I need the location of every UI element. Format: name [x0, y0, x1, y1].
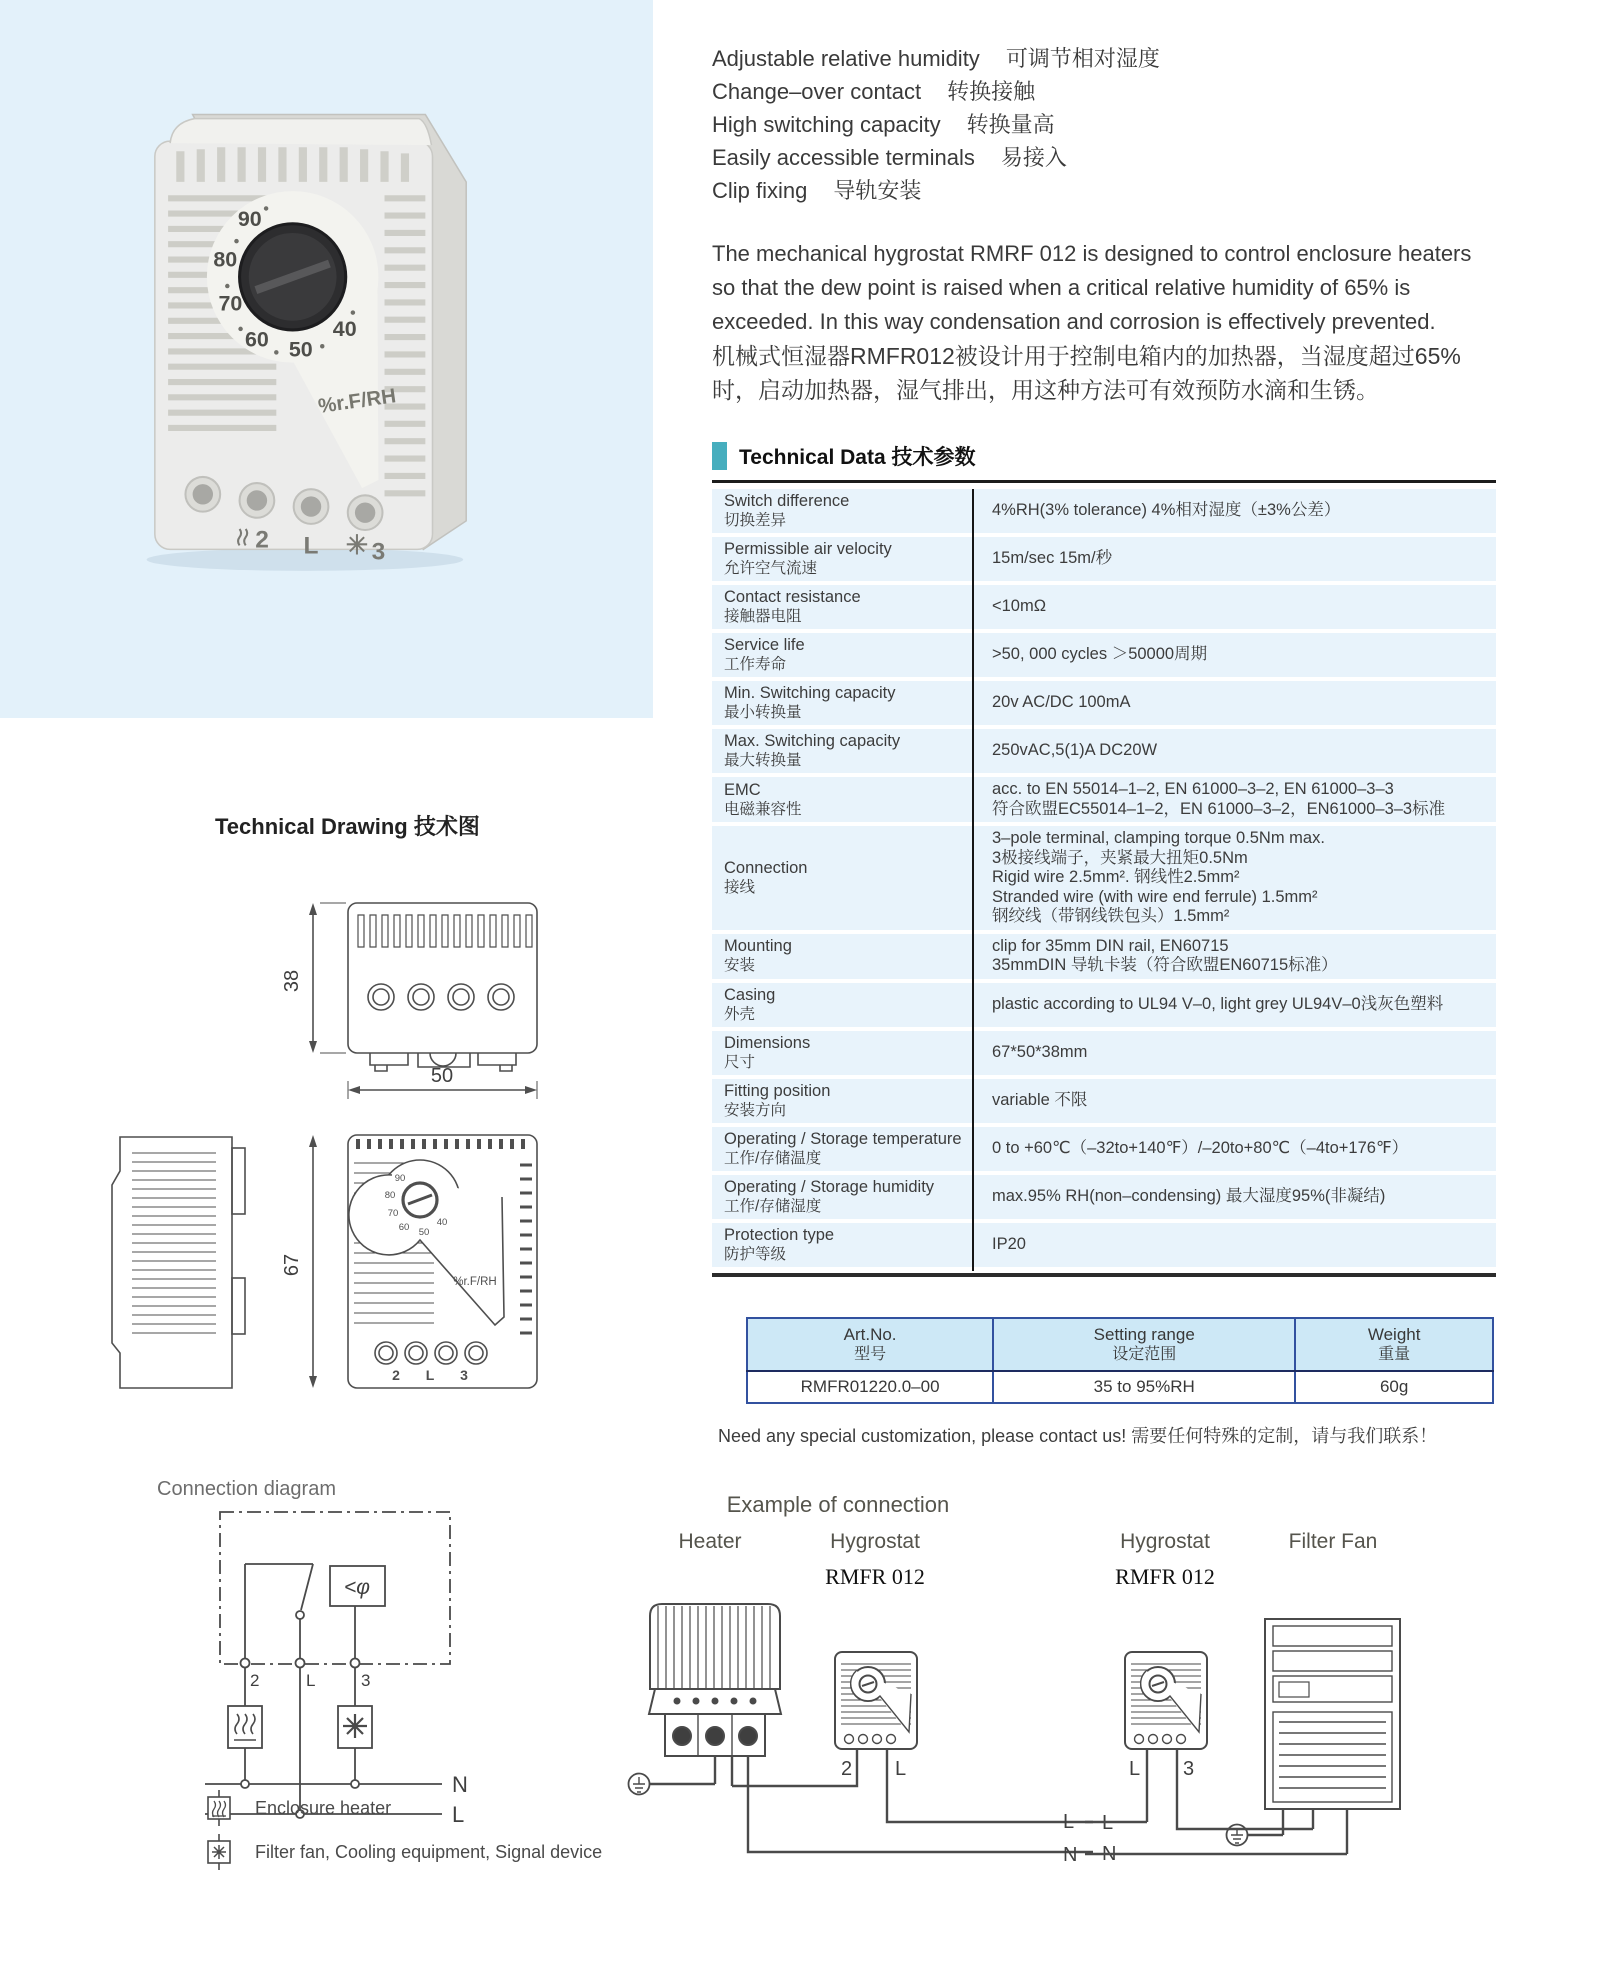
- drawing-unit-label: %r.F/RH: [453, 1276, 497, 1288]
- customization-note: Need any special customization, please contact us! 需要任何特殊的定制，请与我们联系！: [718, 1425, 1438, 1446]
- row-label-en: Connection: [724, 858, 808, 877]
- row-value-line: 35mmDIN 导轨卡装（符合欧盟EN60715标准）: [992, 956, 1338, 974]
- product-photo-panel: [0, 0, 653, 718]
- row-value-line: <10mΩ: [992, 597, 1047, 616]
- technical-data-table: [712, 489, 1496, 1277]
- row-value: [972, 777, 1496, 822]
- row-value: [972, 690, 1496, 716]
- example-title: Example of connection: [726, 1492, 950, 1517]
- header-en: Setting range: [1093, 1324, 1195, 1344]
- col-header-weight: [1295, 1318, 1493, 1371]
- row-label-en: Permissible air velocity: [724, 540, 892, 558]
- example-of-connection-section: [620, 1488, 1520, 1958]
- connection-diagram-section: [150, 1478, 620, 1958]
- table-row: [712, 729, 1496, 773]
- model-label: RMFR 012: [1115, 1564, 1215, 1589]
- row-value-line: Stranded wire (with wire end ferrule) 1.5mm²: [992, 887, 1318, 906]
- row-label-en: Casing: [724, 985, 776, 1004]
- row-label-en: Fitting position: [724, 1081, 831, 1100]
- row-label-en: Min. Switching capacity: [724, 684, 896, 702]
- row-value-line: max.95% RH(non–condensing) 最大湿度95%(非凝结): [992, 1186, 1386, 1205]
- row-label-en: Mounting: [724, 937, 792, 955]
- row-label-en: Max. Switching capacity: [724, 732, 901, 750]
- feature-zh: 转换量高: [966, 112, 1055, 137]
- table-row: [712, 585, 1496, 629]
- row-label-zh: 工作寿命: [724, 656, 787, 673]
- hygrostat-label: Hygrostat: [1120, 1530, 1210, 1553]
- row-value-line: variable 不限: [992, 1090, 1088, 1109]
- dial-60: 60: [245, 327, 269, 352]
- row-label-en: Contact resistance: [724, 588, 861, 606]
- feature-item: [712, 42, 1496, 75]
- dial-80: 80: [213, 247, 238, 272]
- row-value: [972, 1136, 1496, 1162]
- row-label-en: Service life: [724, 636, 805, 654]
- row-value: [972, 1088, 1496, 1114]
- dwg-dial-40: 40: [436, 1217, 448, 1228]
- drawing-terminal-labels: [392, 1367, 468, 1383]
- row-value: [972, 1232, 1496, 1258]
- article-table: [746, 1317, 1494, 1404]
- technical-drawing-title: Technical Drawing 技术图: [215, 814, 480, 839]
- row-label-zh: 工作/存储湿度: [724, 1197, 822, 1215]
- row-label-zh: 最小转换量: [724, 704, 802, 721]
- row-value: [972, 738, 1496, 764]
- table-row: [712, 777, 1496, 822]
- product-description: [712, 237, 1496, 407]
- row-label-en: EMC: [724, 780, 761, 799]
- row-label-en: Dimensions: [724, 1033, 811, 1052]
- row-value-line: clip for 35mm DIN rail, EN60715: [992, 936, 1229, 955]
- row-value-line: acc. to EN 55014–1–2, EN 61000–3–2, EN 61000–3–3: [992, 780, 1394, 798]
- product-photo: [120, 88, 500, 578]
- header-en: Art.No.: [843, 1324, 897, 1344]
- example-line-l: L: [1063, 1811, 1075, 1833]
- row-value-line: 4%RH(3% tolerance) 4%相对湿度（±3%公差）: [992, 501, 1341, 520]
- col-header-setting-range: [993, 1318, 1295, 1371]
- row-label-zh: 尺寸: [724, 1053, 756, 1071]
- table-row: [712, 826, 1496, 930]
- photo-unit-label: %r.F/RH: [316, 385, 398, 418]
- legend-label: Enclosure heater: [255, 1797, 392, 1818]
- weight-cell: 60g: [1295, 1371, 1493, 1403]
- row-value-line: 0 to +60℃（–32to+140℉）/–20to+80℃（–4to+176℉）: [992, 1138, 1409, 1157]
- table-row: [712, 983, 1496, 1027]
- terminal-3-label: 3: [371, 538, 386, 566]
- description-zh: 机械式恒湿器RMFR012被设计用于控制电箱内的加热器，当湿度超过65%时，启动加热器，湿气排出，用这种方法可有效预防水滴和生锈。: [712, 343, 1461, 403]
- example-left-diagram: [625, 1594, 1125, 1894]
- row-value-line: Rigid wire 2.5mm². 钢线性2.5mm²: [992, 868, 1240, 886]
- heater-label: Heater: [678, 1530, 742, 1553]
- row-label-zh: 安装: [724, 957, 756, 974]
- example-terminal-l: L: [1129, 1758, 1141, 1780]
- legend-filter-fan: [205, 1834, 602, 1870]
- row-label-zh: 允许空气流速: [724, 560, 818, 577]
- row-label-zh: 接线: [724, 878, 756, 896]
- row-value: [972, 642, 1496, 668]
- row-label-en: Protection type: [724, 1225, 835, 1244]
- row-label-zh: 接触器电阻: [724, 608, 802, 625]
- description-en: The mechanical hygrostat RMRF 012 is designed to control enclosure heaters so that the dew point is raised when a critical relative humidity of 65% is exceeded. In this way condensation and corrosion is effectively prevented.: [712, 241, 1472, 334]
- table-row: [712, 537, 1496, 581]
- dim-height-label: 67: [281, 1253, 303, 1277]
- legend-label: Filter fan, Cooling equipment, Signal device: [255, 1841, 603, 1862]
- table-row: [712, 1223, 1496, 1267]
- table-row: [712, 1127, 1496, 1171]
- example-right-diagram: [1055, 1594, 1495, 1894]
- dim-width-label: 50: [430, 1065, 454, 1087]
- row-value: [972, 546, 1496, 572]
- feature-en: High switching capacity: [712, 112, 941, 137]
- legend-enclosure-heater: [205, 1790, 391, 1826]
- terminal-2-label: 2: [255, 526, 269, 554]
- table-row: [712, 1031, 1496, 1075]
- dwg-terminal-l: L: [425, 1367, 435, 1383]
- dwg-dial-50: 50: [418, 1227, 430, 1238]
- neutral-line-label: N: [452, 1772, 468, 1797]
- row-label-zh: 电磁兼容性: [724, 800, 802, 818]
- conn-terminal-2: 2: [250, 1671, 260, 1690]
- example-line-l: L: [1102, 1812, 1114, 1834]
- connection-diagram-title: Connection diagram: [157, 1478, 336, 1500]
- setting-range-cell: 35 to 95%RH: [993, 1371, 1295, 1403]
- row-value-line: >50, 000 cycles ＞50000周期: [992, 645, 1208, 664]
- row-value-line: 3–pole terminal, clamping torque 0.5Nm max.: [992, 829, 1325, 847]
- dial-70: 70: [218, 291, 243, 316]
- feature-zh: 可调节相对湿度: [1005, 46, 1160, 71]
- row-value: [972, 826, 1496, 930]
- row-label-en: Operating / Storage humidity: [724, 1177, 935, 1196]
- header-zh: 设定范围: [1112, 1345, 1177, 1363]
- table-column-divider: [972, 489, 974, 1271]
- feature-en: Change–over contact: [712, 79, 922, 104]
- feature-item: [712, 75, 1496, 108]
- feature-list: [712, 42, 1496, 207]
- row-label-zh: 防护等级: [724, 1245, 787, 1263]
- row-value: [972, 498, 1496, 524]
- article-row: [747, 1371, 1493, 1403]
- row-value: [972, 992, 1496, 1018]
- header-en: Weight: [1367, 1324, 1421, 1344]
- col-header-artno: [747, 1318, 993, 1371]
- row-label-zh: 切换差异: [724, 512, 787, 529]
- row-value: [972, 1040, 1496, 1066]
- row-value: [972, 1184, 1496, 1210]
- example-line-n: N: [1063, 1844, 1078, 1866]
- row-label-zh: 安装方向: [724, 1101, 787, 1119]
- artno-cell: RMFR01220.0–00: [747, 1371, 993, 1403]
- right-column: [712, 42, 1496, 1448]
- enclosure-heater-icon: [205, 1790, 233, 1826]
- table-row: [712, 934, 1496, 979]
- feature-item: [712, 174, 1496, 207]
- feature-zh: 易接入: [1000, 145, 1067, 170]
- table-row: [712, 489, 1496, 533]
- technical-data-header: [712, 441, 1496, 483]
- table-row: [712, 681, 1496, 725]
- dial-40: 40: [332, 317, 357, 342]
- row-label-zh: 工作/存储温度: [724, 1149, 822, 1167]
- feature-item: [712, 141, 1496, 174]
- dwg-terminal-3: 3: [460, 1367, 468, 1383]
- filter-fan-label: Filter Fan: [1288, 1530, 1378, 1553]
- technical-drawing: [80, 885, 560, 1410]
- dim-depth-label: 38: [281, 969, 303, 993]
- model-label: RMFR 012: [825, 1564, 925, 1589]
- row-value-line: 67*50*38mm: [992, 1042, 1088, 1061]
- dial-50: 50: [288, 337, 313, 362]
- terminal-l-label: L: [303, 532, 319, 560]
- technical-data-title: Technical Data 技术参数: [739, 446, 976, 469]
- dial-90: 90: [237, 206, 262, 231]
- line-label: L: [452, 1802, 465, 1827]
- example-terminal-l: L: [895, 1758, 907, 1780]
- example-line-n: N: [1102, 1843, 1117, 1865]
- conn-terminal-3: 3: [361, 1671, 371, 1690]
- row-value-line: IP20: [992, 1234, 1026, 1253]
- row-value-line: 钢绞线（带钢线铁包头）1.5mm²: [992, 907, 1230, 925]
- dwg-dial-80: 80: [384, 1190, 396, 1201]
- dwg-terminal-2: 2: [392, 1367, 400, 1383]
- hygrostat-label: Hygrostat: [830, 1530, 920, 1553]
- row-value-line: 250vAC,5(1)A DC20W: [992, 741, 1158, 760]
- table-row: [712, 633, 1496, 677]
- humidity-sensor-symbol: <φ: [344, 1576, 370, 1599]
- example-terminal-2: 2: [841, 1758, 853, 1780]
- header-zh: 重量: [1378, 1345, 1411, 1363]
- feature-zh: 转换接触: [947, 79, 1036, 104]
- table-row: [712, 1175, 1496, 1219]
- row-value-line: 20v AC/DC 100mA: [992, 693, 1131, 712]
- row-label-zh: 外壳: [724, 1005, 756, 1023]
- row-label-en: Operating / Storage temperature: [724, 1129, 962, 1148]
- table-row: [712, 1079, 1496, 1123]
- row-value-line: 15m/sec 15m/秒: [992, 549, 1113, 568]
- row-value-line: 符合欧盟EC55014–1–2，EN 61000–3–2，EN61000–3–3标准: [992, 799, 1446, 818]
- feature-en: Easily accessible terminals: [712, 145, 975, 170]
- dwg-dial-60: 60: [398, 1222, 410, 1233]
- teal-accent-bar: [712, 442, 727, 470]
- feature-item: [712, 108, 1496, 141]
- row-value: [972, 934, 1496, 979]
- dwg-dial-70: 70: [387, 1208, 399, 1219]
- feature-en: Clip fixing: [712, 178, 808, 203]
- example-terminal-3: 3: [1183, 1758, 1195, 1780]
- row-value-line: plastic according to UL94 V–0, light grey UL94V–0浅灰色塑料: [992, 994, 1444, 1013]
- feature-zh: 导轨安装: [833, 178, 922, 203]
- row-label-en: Switch difference: [724, 492, 850, 510]
- row-value: [972, 594, 1496, 620]
- feature-en: Adjustable relative humidity: [712, 46, 980, 71]
- row-label-zh: 最大转换量: [724, 752, 802, 769]
- dwg-dial-90: 90: [394, 1173, 406, 1184]
- conn-terminal-l: L: [306, 1671, 316, 1690]
- filter-fan-icon: [205, 1834, 233, 1870]
- row-value-line: 3极接线端子，夹紧最大扭矩0.5Nm: [992, 848, 1248, 867]
- header-zh: 型号: [854, 1345, 887, 1363]
